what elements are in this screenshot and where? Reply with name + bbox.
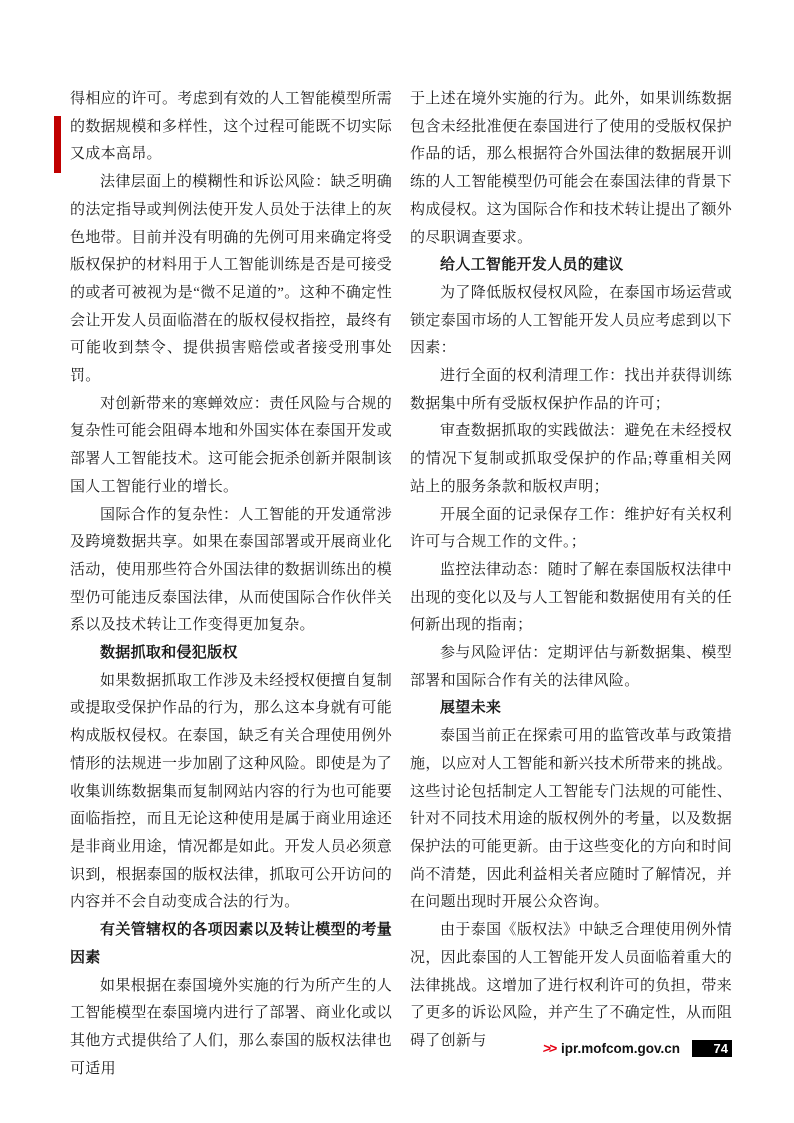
page-number: 74: [713, 1040, 728, 1056]
paragraph: 泰国当前正在探索可用的监管改革与政策措施，以应对人工智能和新兴技术所带来的挑战。这些讨论包括制定人工智能专门法规的可能性、针对不同技术用途的版权例外的考量，以及数据保护法的可能更新。由于这些变化的方向和时间尚不清楚，因此利益相关者应随时了解情况，并在问题出现时开展公众咨询。: [410, 728, 732, 911]
paragraph: 对创新带来的寒蝉效应：责任风险与合规的复杂性可能会阻碍本地和外国实体在泰国开发或部署人工智能技术。这可能会扼杀创新并限制该国人工智能行业的增长。: [70, 395, 392, 495]
paragraph: 参与风险评估：定期评估与新数据集、模型部署和国际合作有关的法律风险。: [410, 645, 732, 689]
footer-site-url: ipr.mofcom.gov.cn: [560, 1040, 680, 1056]
page-footer: [543, 1039, 732, 1057]
section-heading-jurisdiction: 有关管辖权的各项因素以及转让模型的考量因素: [70, 922, 392, 966]
paragraph: 法律层面上的模糊性和诉讼风险：缺乏明确的法定指导或判例法使开发人员处于法律上的灰色地带。目前并没有明确的先例可用来确定将受版权保护的材料用于人工智能训练是否是可接受的或者可被视为是“微不足道的”。这种不确定性会让开发人员面临潜在的版权侵权指控，最终有可能收到禁令、提供损害赔偿或者接受刑事处罚。: [70, 174, 392, 385]
paragraph: 国际合作的复杂性：人工智能的开发通常涉及跨境数据共享。如果在泰国部署或开展商业化活动，使用那些符合外国法律的数据训练出的模型仍可能违反泰国法律，从而使国际合作伙伴关系以及技术转让工作变得更加复杂。: [70, 506, 392, 634]
paragraph: 进行全面的权利清理工作：找出并获得训练数据集中所有受版权保护作品的许可；: [410, 368, 732, 412]
paragraph: 监控法律动态：随时了解在泰国版权法律中出现的变化以及与人工智能和数据使用有关的任何新出现的指南；: [410, 561, 732, 634]
text-block: [70, 86, 732, 1083]
paragraph: 开展全面的记录保存工作：维护好有关权利许可与合规工作的文件。；: [410, 506, 732, 551]
double-chevron-icon: >>: [541, 1040, 556, 1056]
paragraph: 于上述在境外实施的行为。此外，如果训练数据包含未经批准便在泰国进行了使用的受版权保护作品的话，那么根据符合外国法律的数据展开训练的人工智能模型仍可能会在泰国法律的背景下构成侵权。这为国际合作和技术转让提出了额外的尽职调查要求。: [410, 91, 732, 246]
paragraph: 为了降低版权侵权风险，在泰国市场运营或锁定泰国市场的人工智能开发人员应考虑到以下因素：: [410, 284, 732, 357]
paragraph: 审查数据抓取的实践做法：避免在未经授权的情况下复制或抓取受保护的作品;尊重相关网站上的服务条款和版权声明；: [410, 423, 732, 495]
paragraph: 由于泰国《版权法》中缺乏合理使用例外情况，因此泰国的人工智能开发人员面临着重大的法律挑战。这增加了进行权利许可的负担，带来了更多的诉讼风险，并产生了不确定性，从而阻碍了创新与: [410, 922, 732, 1049]
left-column: [70, 86, 392, 1083]
page-number-box: [692, 1040, 732, 1057]
section-heading-recommendations: 给人工智能开发人员的建议: [440, 257, 624, 274]
paragraph: 如果根据在泰国境外实施的行为所产生的人工智能模型在泰国境内进行了部署、商业化或以其他方式提供给了人们，那么泰国的版权法律也可适用: [70, 977, 392, 1077]
paragraph: 如果数据抓取工作涉及未经授权便擅自复制或提取受保护作品的行为，那么这本身就有可能构成版权侵权。在泰国，缺乏有关合理使用例外情形的法规进一步加剧了这种风险。即使是为了收集训练数据集而复制网站内容的行为也可能要面临指控，而且无论这种使用是属于商业用途还是非商业用途，情况都是如此。开发人员必须意识到，根据泰国的版权法律，抓取可公开访问的内容并不会自动变成合法的行为。: [70, 672, 392, 911]
right-column: [410, 86, 732, 1083]
section-heading-outlook: 展望未来: [440, 700, 502, 717]
paragraph: 得相应的许可。考虑到有效的人工智能模型所需的数据规模和多样性，这个过程可能既不切实际又成本高昂。: [70, 91, 392, 163]
section-heading-data-scraping: 数据抓取和侵犯版权: [100, 645, 238, 662]
red-accent-bar: [54, 116, 61, 173]
